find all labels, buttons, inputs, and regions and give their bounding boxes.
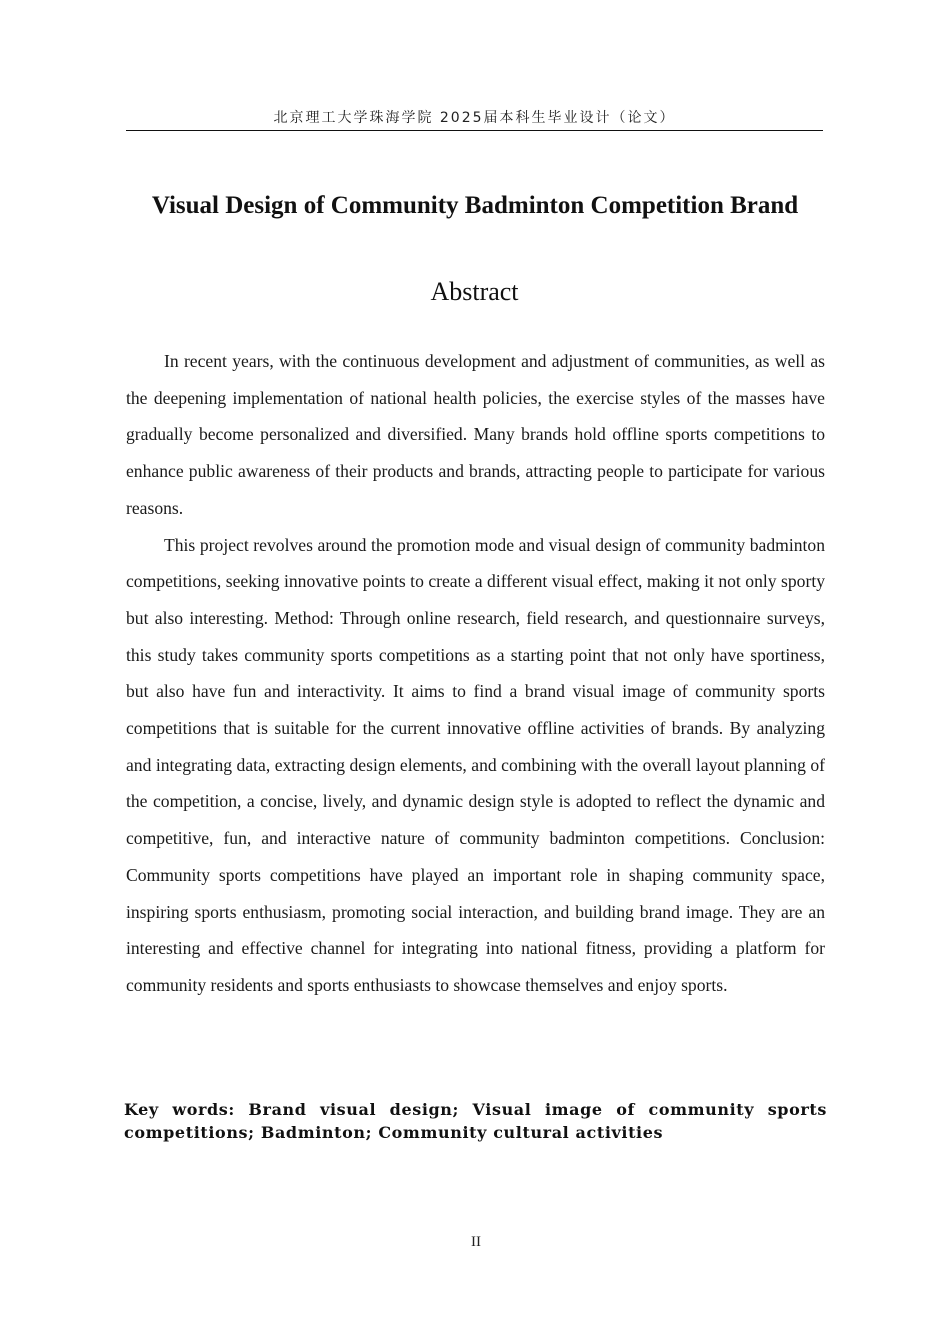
abstract-paragraph: In recent years, with the continuous development and adjustment of communities, as well as the deepening implementation of national health policies, the exercise styles of the masses have gradually become personalized and diversified. Many brands hold offline sports competitions to enhance public awareness of their products and brands, attracting people to participate for various reasons. bbox=[126, 351, 825, 518]
abstract-heading: Abstract bbox=[430, 277, 519, 306]
header-rule bbox=[126, 130, 823, 131]
running-header: 北京理工大学珠海学院 2025届本科生毕业设计（论文） bbox=[273, 110, 676, 126]
paper-title: Visual Design of Community Badminton Competition Brand bbox=[151, 192, 799, 219]
page-number: II bbox=[471, 1234, 481, 1250]
abstract-paragraph: This project revolves around the promotion mode and visual design of community badminton competitions, seeking innovative points to create a different visual effect, making it not only sporty but also interesting. Method: Through online research, field research, and questionnaire surveys, this study takes community sports competitions as a starting point that not only have sportiness, but also have fun and interactivity. It aims to find a brand visual image of community sports competitions that is suitable for the current innovative offline activities of brands. By analyzing and integrating data, extracting design elements, and combining with the overall layout planning of the competition, a concise, lively, and dynamic design style is adopted to reflect the dynamic and competitive, fun, and interactive nature of community badminton competitions. Conclusion: Community sports competitions have played an important role in shaping community space, inspiring sports enthusiasm, promoting social interaction, and building brand image. They are an interesting and effective channel for integrating into national fitness, providing a platform for community residents and sports enthusiasts to showcase themselves and enjoy sports. bbox=[126, 534, 825, 995]
abstract-body bbox=[126, 343, 825, 1004]
keywords: Key words: Brand visual design; Visual image of community sports competitions; Badminton; Community cultural activities bbox=[124, 1100, 827, 1142]
